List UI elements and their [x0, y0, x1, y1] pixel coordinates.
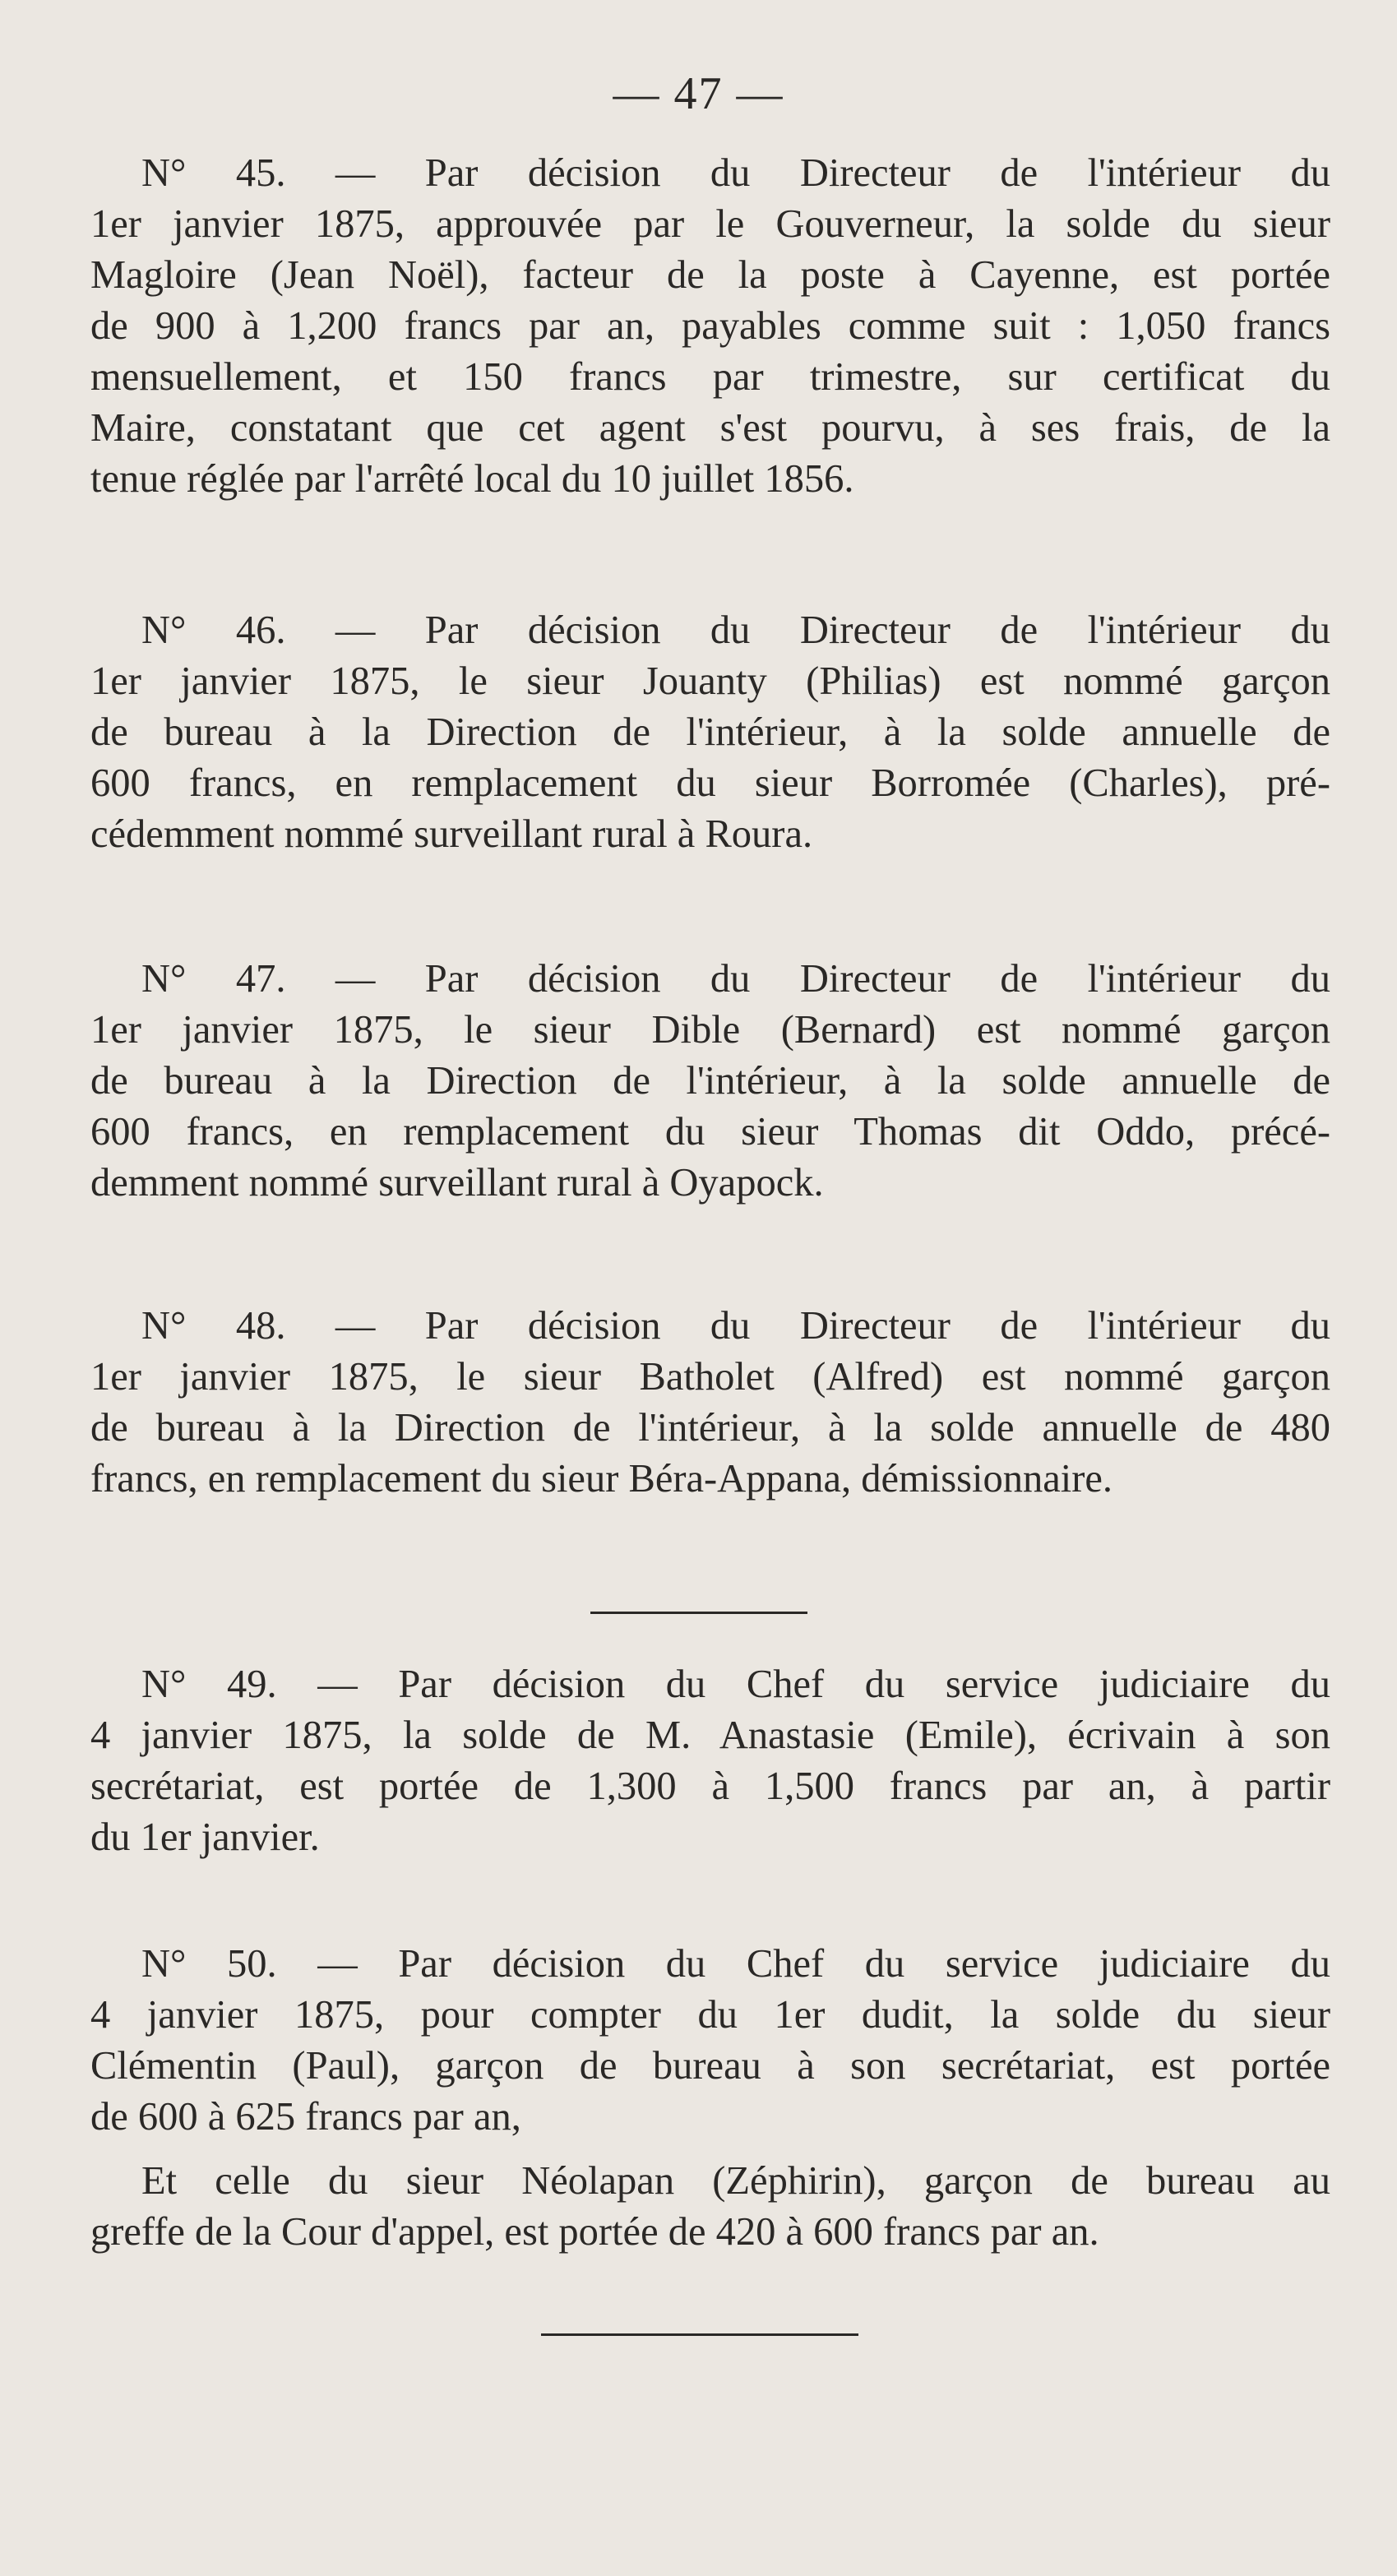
entry-line: mensuellement, et 150 francs par trimestre, sur certificat du [90, 355, 1330, 399]
entry-line: N° 47. — Par décision du Directeur de l'intérieur du [141, 957, 1330, 1001]
page-number: — 47 — [613, 68, 784, 119]
entry-line: de 600 à 625 francs par an, [90, 2095, 521, 2139]
entry-line: Magloire (Jean Noël), facteur de la poste à Cayenne, est portée [90, 253, 1330, 297]
entry-line: tenue réglée par l'arrêté local du 10 juillet 1856. [90, 457, 854, 501]
entry-line: N° 46. — Par décision du Directeur de l'intérieur du [141, 608, 1330, 652]
entry-line: Maire, constatant que cet agent s'est pourvu, à ses frais, de la [90, 406, 1330, 450]
entry-line: 4 janvier 1875, pour compter du 1er dudit, la solde du sieur [90, 1993, 1330, 2037]
entry-line: francs, en remplacement du sieur Béra-Appana, démissionnaire. [90, 1457, 1113, 1501]
entry-line: secrétariat, est portée de 1,300 à 1,500 francs par an, à partir [90, 1764, 1330, 1808]
entry-line: Clémentin (Paul), garçon de bureau à son secrétariat, est portée [90, 2044, 1330, 2088]
entry-48 [90, 1301, 1330, 1505]
entry-line: 1er janvier 1875, le sieur Batholet (Alfred) est nommé garçon [90, 1355, 1330, 1399]
entry-line: 1er janvier 1875, approuvée par le Gouverneur, la solde du sieur [90, 202, 1330, 246]
entry-line: 4 janvier 1875, la solde de M. Anastasie (Emile), écrivain à son [90, 1713, 1330, 1757]
entry-line: 600 francs, en remplacement du sieur Borromée (Charles), pré- [90, 761, 1330, 805]
entry-line: N° 48. — Par décision du Directeur de l'intérieur du [141, 1304, 1330, 1348]
entry-line: N° 45. — Par décision du Directeur de l'intérieur du [141, 151, 1330, 195]
section-divider [590, 1612, 807, 1614]
entry-line: cédemment nommé surveillant rural à Roura. [90, 812, 813, 856]
entry-line: greffe de la Cour d'appel, est portée de 420 à 600 francs par an. [90, 2210, 1099, 2254]
entry-line: Et celle du sieur Néolapan (Zéphirin), garçon de bureau au [141, 2159, 1330, 2203]
end-divider [541, 2333, 858, 2336]
entry-line: 1er janvier 1875, le sieur Jouanty (Philias) est nommé garçon [90, 659, 1330, 703]
entry-line: 600 francs, en remplacement du sieur Thomas dit Oddo, précé- [90, 1110, 1330, 1154]
entry-50 [90, 1939, 1330, 2143]
entry-line: de bureau à la Direction de l'intérieur, à la solde annuelle de [90, 1059, 1330, 1103]
entry-line: du 1er janvier. [90, 1815, 320, 1859]
entry-line: 1er janvier 1875, le sieur Dible (Bernard) est nommé garçon [90, 1008, 1330, 1052]
entry-line: N° 50. — Par décision du Chef du service judiciaire du [141, 1942, 1330, 1986]
entry-line: de bureau à la Direction de l'intérieur, à la solde annuelle de [90, 710, 1330, 754]
entry-45 [90, 148, 1330, 505]
entry-50-continuation [90, 2156, 1330, 2258]
entry-line: de bureau à la Direction de l'intérieur, à la solde annuelle de 480 [90, 1406, 1330, 1450]
entry-line: demment nommé surveillant rural à Oyapock. [90, 1161, 824, 1205]
entry-line: N° 49. — Par décision du Chef du service judiciaire du [141, 1663, 1330, 1706]
entry-line: de 900 à 1,200 francs par an, payables comme suit : 1,050 francs [90, 304, 1330, 348]
entry-47 [90, 954, 1330, 1209]
entry-46 [90, 605, 1330, 860]
entry-49 [90, 1659, 1330, 1863]
